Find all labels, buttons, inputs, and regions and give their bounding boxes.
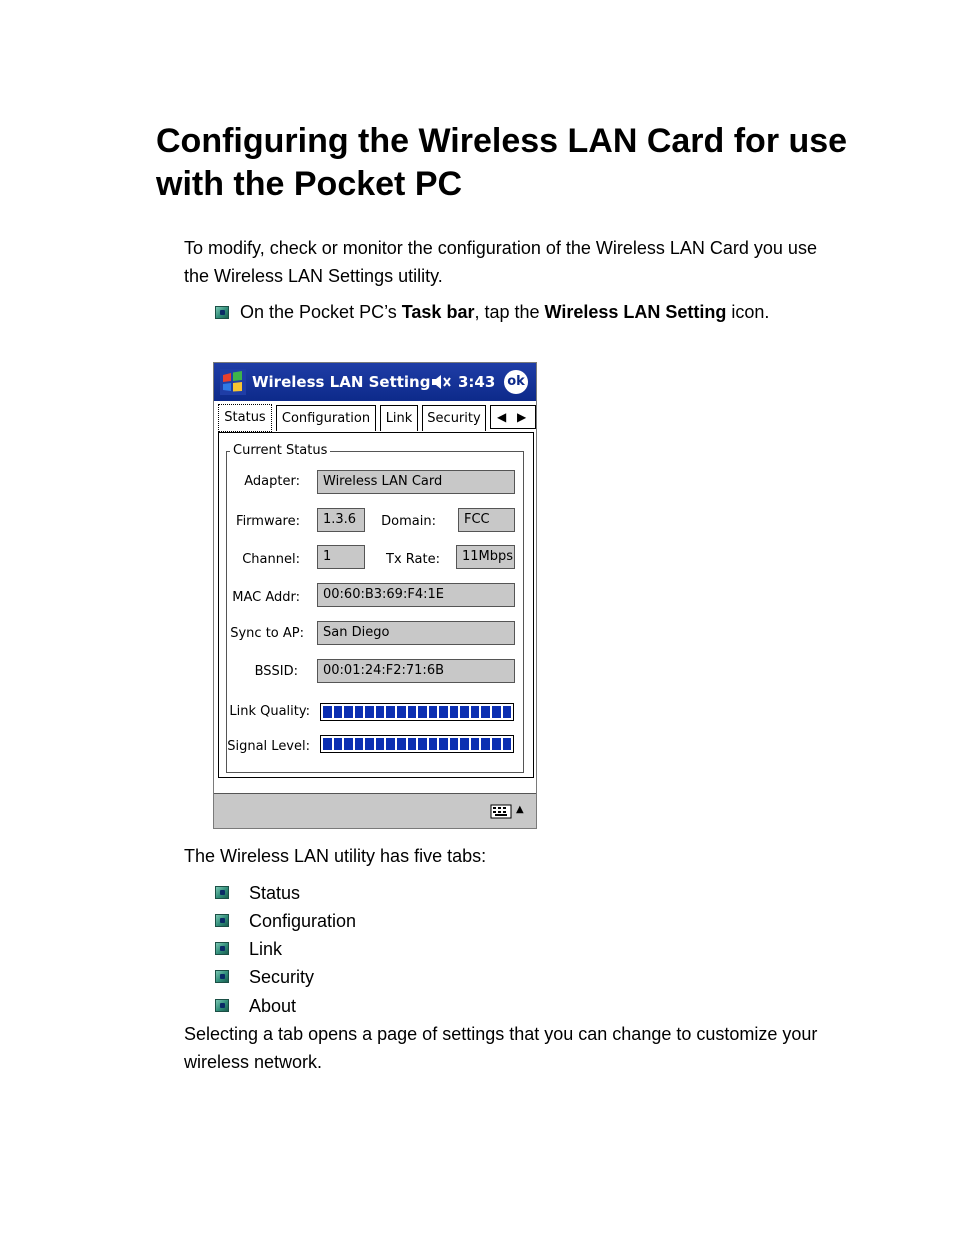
- link-quality-segment: [460, 706, 469, 718]
- step-instruction: On the Pocket PC’s Task bar, tap the Wireless LAN Setting icon.: [240, 302, 770, 322]
- bssid-field: 00:01:24:F2:71:6B: [317, 659, 515, 683]
- link-quality-label: Link Quality:: [229, 704, 310, 719]
- signal-level-segment: [344, 738, 353, 750]
- windows-start-icon[interactable]: [220, 369, 246, 395]
- signal-level-segment: [323, 738, 332, 750]
- list-item: Link: [249, 939, 283, 959]
- channel-label: Channel:: [242, 552, 300, 567]
- bullet-icon: [215, 886, 229, 899]
- mac-field: 00:60:B3:69:F4:1E: [317, 583, 515, 607]
- tab-scroll-arrows[interactable]: [490, 405, 536, 429]
- keyboard-icon[interactable]: [490, 802, 512, 820]
- signal-level-segment: [355, 738, 364, 750]
- signal-level-segment: [492, 738, 501, 750]
- signal-level-segment: [460, 738, 469, 750]
- link-quality-segment: [471, 706, 480, 718]
- arrow-right-icon[interactable]: ▶: [517, 410, 527, 424]
- input-menu-arrow-icon[interactable]: ▲: [516, 804, 524, 815]
- channel-field: 1: [317, 545, 365, 569]
- sync-field: San Diego: [317, 621, 515, 645]
- signal-level-segment: [408, 738, 417, 750]
- signal-level-segment: [439, 738, 448, 750]
- tab-security[interactable]: Security: [422, 405, 486, 431]
- arrow-left-icon[interactable]: ◀: [497, 410, 507, 424]
- link-quality-segment: [323, 706, 332, 718]
- adapter-field: Wireless LAN Card: [317, 470, 515, 494]
- link-quality-segment: [492, 706, 501, 718]
- link-quality-segment: [429, 706, 438, 718]
- signal-level-bar: [320, 735, 514, 753]
- intro-paragraph: To modify, check or monitor the configuration of the Wireless LAN Card you use the Wireless LAN Settings utility.: [184, 238, 817, 286]
- tabs-intro: The Wireless LAN utility has five tabs:: [184, 846, 487, 866]
- signal-level-segment: [334, 738, 343, 750]
- bullet-icon: [215, 306, 229, 319]
- link-quality-segment: [481, 706, 490, 718]
- signal-level-segment: [481, 738, 490, 750]
- list-item: Configuration: [249, 911, 357, 931]
- signal-level-segment: [386, 738, 395, 750]
- sync-label: Sync to AP:: [230, 626, 304, 641]
- domain-label: Domain:: [381, 514, 436, 529]
- link-quality-segment: [376, 706, 385, 718]
- speaker-muted-icon[interactable]: [430, 373, 452, 391]
- bullet-icon: [215, 914, 229, 927]
- link-quality-bar: [320, 703, 514, 721]
- bullet-icon: [215, 970, 229, 983]
- mac-label: MAC Addr:: [232, 590, 300, 605]
- signal-level-segment: [503, 738, 512, 750]
- signal-level-segment: [418, 738, 427, 750]
- app-title: Wireless LAN Setting: [252, 373, 431, 391]
- clock[interactable]: 3:43: [458, 373, 496, 391]
- list-item: About: [249, 996, 297, 1016]
- tab-link[interactable]: Link: [380, 405, 418, 431]
- bullet-icon: [215, 999, 229, 1012]
- signal-level-segment: [450, 738, 459, 750]
- link-quality-segment: [439, 706, 448, 718]
- tx-rate-field: 11Mbps: [456, 545, 515, 569]
- link-quality-segment: [408, 706, 417, 718]
- tab-configuration[interactable]: Configuration: [276, 405, 376, 431]
- link-quality-segment: [334, 706, 343, 718]
- closing-paragraph: Selecting a tab opens a page of settings that you can change to customize your wireless network.: [184, 1024, 818, 1072]
- link-quality-segment: [397, 706, 406, 718]
- pocket-pc-titlebar: [214, 363, 536, 401]
- link-quality-segment: [503, 706, 512, 718]
- tab-bar: [218, 405, 536, 433]
- signal-level-segment: [397, 738, 406, 750]
- list-item: Security: [249, 967, 315, 987]
- bssid-label: BSSID:: [254, 664, 298, 679]
- ok-button[interactable]: ok: [504, 370, 528, 394]
- pocket-pc-screenshot: [213, 362, 537, 829]
- link-quality-segment: [355, 706, 364, 718]
- link-quality-segment: [344, 706, 353, 718]
- link-quality-segment: [386, 706, 395, 718]
- page-title: Configuring the Wireless LAN Card for use with the Pocket PC: [156, 122, 848, 203]
- link-quality-segment: [365, 706, 374, 718]
- signal-level-segment: [365, 738, 374, 750]
- current-status-group: [226, 451, 524, 773]
- signal-level-label: Signal Level:: [227, 739, 310, 754]
- signal-level-segment: [376, 738, 385, 750]
- firmware-label: Firmware:: [236, 514, 300, 529]
- input-bar: [214, 793, 536, 829]
- adapter-label: Adapter:: [244, 474, 300, 489]
- signal-level-segment: [429, 738, 438, 750]
- group-title: Current Status: [230, 443, 330, 458]
- bullet-icon: [215, 942, 229, 955]
- link-quality-segment: [418, 706, 427, 718]
- link-quality-segment: [450, 706, 459, 718]
- tab-status[interactable]: Status: [218, 404, 272, 432]
- tx-rate-label: Tx Rate:: [386, 552, 440, 567]
- domain-field: FCC: [458, 508, 515, 532]
- signal-level-segment: [471, 738, 480, 750]
- list-item: Status: [249, 883, 301, 903]
- firmware-field: 1.3.6: [317, 508, 365, 532]
